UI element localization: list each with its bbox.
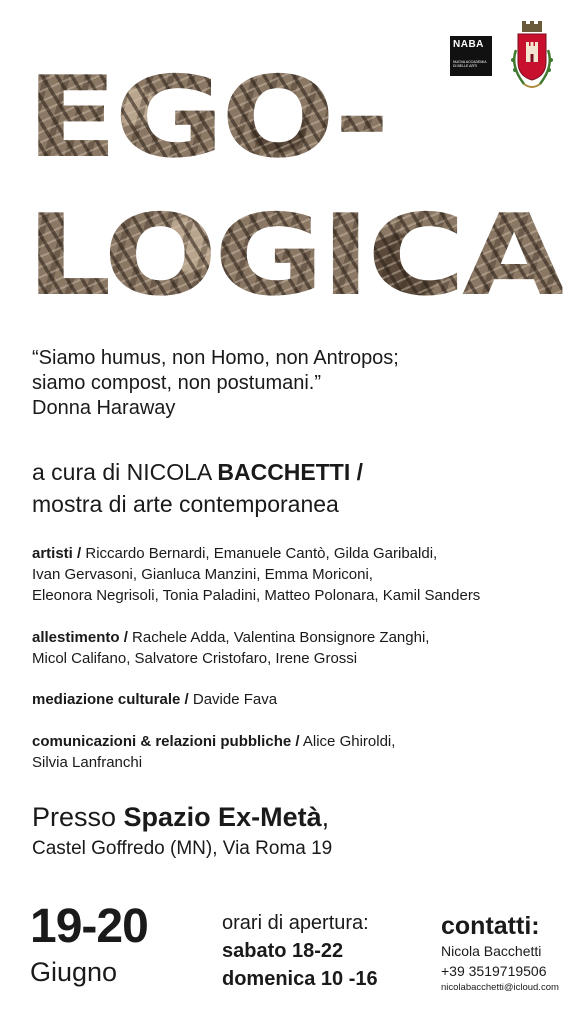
contacts-heading: contatti: <box>441 912 540 940</box>
credits-mediation-line-1 <box>32 689 552 710</box>
opening-hours-saturday: sabato 18-22 <box>222 940 344 962</box>
venue-block <box>32 800 332 862</box>
municipal-crest-icon <box>506 20 558 94</box>
naba-logo <box>450 36 492 76</box>
curator-surname: BACCHETTI / <box>217 459 364 485</box>
credits-setup-names-2: Micol Califano, Salvatore Cristofaro, Irene Grossi <box>32 650 358 667</box>
venue-suffix: , <box>321 802 330 832</box>
quote-line-2: siamo compost, non postumani.” <box>32 372 322 394</box>
venue-name: Spazio Ex-Metà <box>123 802 322 832</box>
credits-mediation-role: mediazione culturale / <box>32 691 189 708</box>
curator-block <box>32 456 363 520</box>
exhibition-subtitle: mostra di arte contemporanea <box>32 491 339 517</box>
credits-setup <box>32 627 552 669</box>
contact-name: Nicola Bacchetti <box>441 943 542 959</box>
opening-hours-sunday: domenica 10 -16 <box>222 968 378 990</box>
credits-artists-names-3: Eleonora Negrisoli, Tonia Paladini, Matteo Polonara, Kamil Sanders <box>32 587 481 604</box>
contacts-block <box>441 911 571 995</box>
contact-email[interactable]: nicolabacchetti@icloud.com <box>441 982 559 993</box>
credits-artists-names-1: Riccardo Bernardi, Emanuele Cantò, Gilda Garibaldi, <box>81 545 438 562</box>
credits-artists-names-2: Ivan Gervasoni, Gianluca Manzini, Emma Moriconi, <box>32 566 373 583</box>
credits-setup-role: allestimento / <box>32 629 128 646</box>
naba-logo-subtitle: NUOVA ACCADEMIA DI BELLE ARTI <box>453 60 487 68</box>
credits-communications-names-2: Silvia Lanfranchi <box>32 754 143 771</box>
credits-artists-line-1 <box>32 543 552 564</box>
dates-block <box>30 900 148 988</box>
venue-address: Castel Goffredo (MN), Via Roma 19 <box>32 838 333 859</box>
credits-setup-line-1 <box>32 627 552 648</box>
credits-setup-names-1: Rachele Adda, Valentina Bonsignore Zanghi, <box>127 629 430 646</box>
quote-author: Donna Haraway <box>32 397 176 419</box>
opening-hours-label: orari di apertura: <box>222 912 369 934</box>
event-days: 19-20 <box>30 900 148 953</box>
event-month: Giugno <box>30 957 118 987</box>
credits-communications <box>32 731 552 773</box>
credits-mediation-names-1: Davide Fava <box>188 691 278 708</box>
venue-line <box>32 800 332 834</box>
venue-prefix: Presso <box>32 802 124 832</box>
credits-artists-role: artisti / <box>32 545 82 562</box>
contact-phone[interactable]: +39 3519719506 <box>441 963 547 979</box>
curator-line <box>32 456 363 488</box>
curator-prefix: a cura di NICOLA <box>32 459 218 485</box>
quote-block <box>32 346 399 421</box>
quote-line-1: “Siamo humus, non Homo, non Antropos; <box>32 347 399 369</box>
credits-communications-line-1 <box>32 731 552 752</box>
opening-hours <box>222 909 378 993</box>
credits-communications-names-1: Alice Ghiroldi, <box>299 733 396 750</box>
credits-communications-role: comunicazioni & relazioni pubbliche / <box>32 733 300 750</box>
credits-mediation <box>32 689 552 710</box>
title-line-2: LOGICA <box>26 191 563 321</box>
title-line-1: EGO- <box>26 53 387 183</box>
credits-artists <box>32 543 552 606</box>
naba-logo-mark: NABA <box>453 39 484 50</box>
